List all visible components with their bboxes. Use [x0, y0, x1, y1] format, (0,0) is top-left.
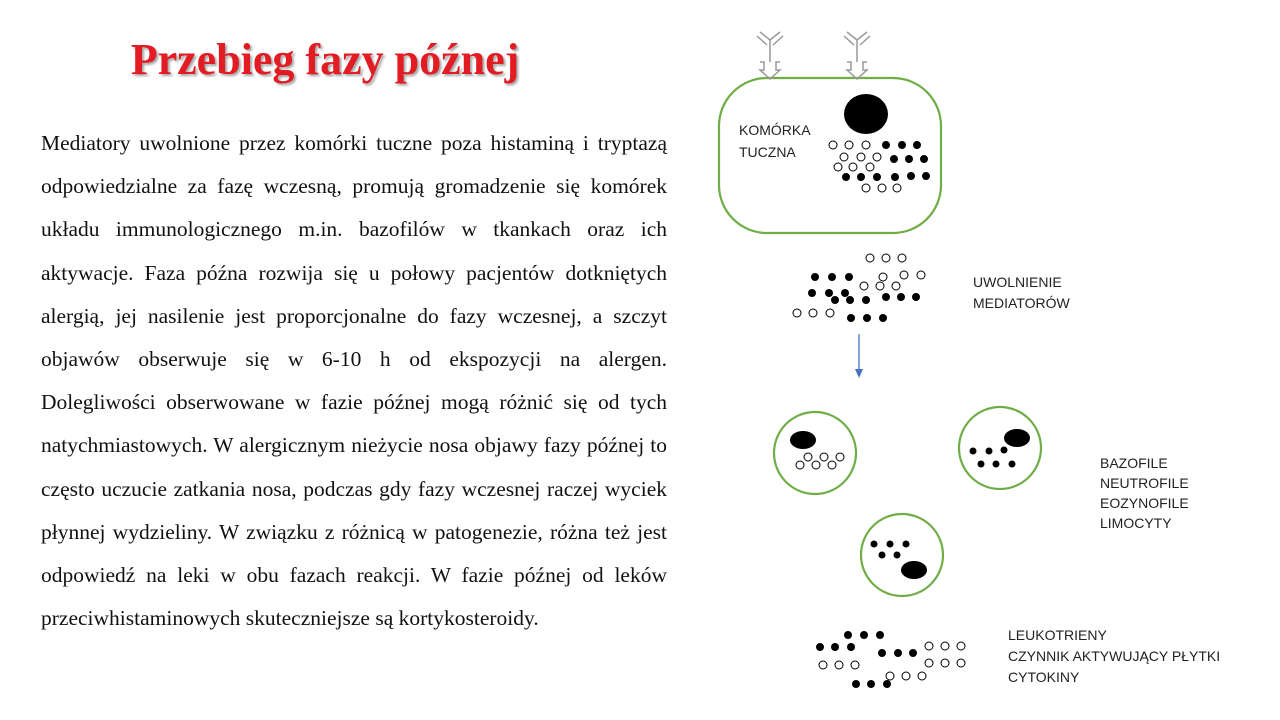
slide-title: Przebieg fazy późnej	[130, 35, 520, 84]
ige-receptor-right	[844, 32, 870, 79]
recruited-cell-3	[861, 514, 943, 596]
slide-body-text: Mediatory uwolnione przez komórki tuczne poza histaminą i tryptazą odpowiedzialne za fazę wczesną, promują gromadzenie się komórek układu immunologicznego m.in. bazofilów w tkankach oraz ich aktywacje. Faza późna rozwija się u połowy pacjentów dotkniętych alergią, jej nasilenie jest proporcjonalne do fazy wczesnej, a szczyt objawów obserwuje się w 6-10 h od ekspozycji na alergen. Dolegliwości obserwowane w fazie późnej mogą różnić się od tych natychmiastowych. W alergicznym nieżycie nosa objawy fazy późnej to często uczucie zatkania nosa, podczas gdy fazy wczesnej raczej wyciek płynnej wydzieliny. W związku z różnicą w patogenezie, różna też jest odpowiedź na leki w obu fazach reakcji. W fazie późnej od leków przeciwhistaminowych skuteczniejsze są kortykosteroidy.	[41, 131, 667, 631]
down-arrow-icon	[855, 334, 863, 378]
recruited-cell-1	[774, 412, 856, 494]
recruited-cell-2	[959, 407, 1041, 489]
ige-receptor-left	[757, 32, 783, 79]
mast-cell-nucleus	[844, 94, 888, 134]
recruited-cells-label: BAZOFILE NEUTROFILE EOZYNOFILE LIMOCYTY	[1100, 455, 1189, 531]
mast-cell-granules	[829, 141, 930, 192]
late-products-label: LEUKOTRIENY CZYNNIK AKTYWUJĄCY PŁYTKI CYTOKINY	[1008, 627, 1221, 685]
released-mediators	[793, 254, 925, 322]
late-phase-products	[817, 632, 966, 688]
mast-cell-label: KOMÓRKA TUCZNA	[739, 122, 810, 160]
release-label: UWOLNIENIE MEDIATORÓW	[973, 274, 1070, 311]
